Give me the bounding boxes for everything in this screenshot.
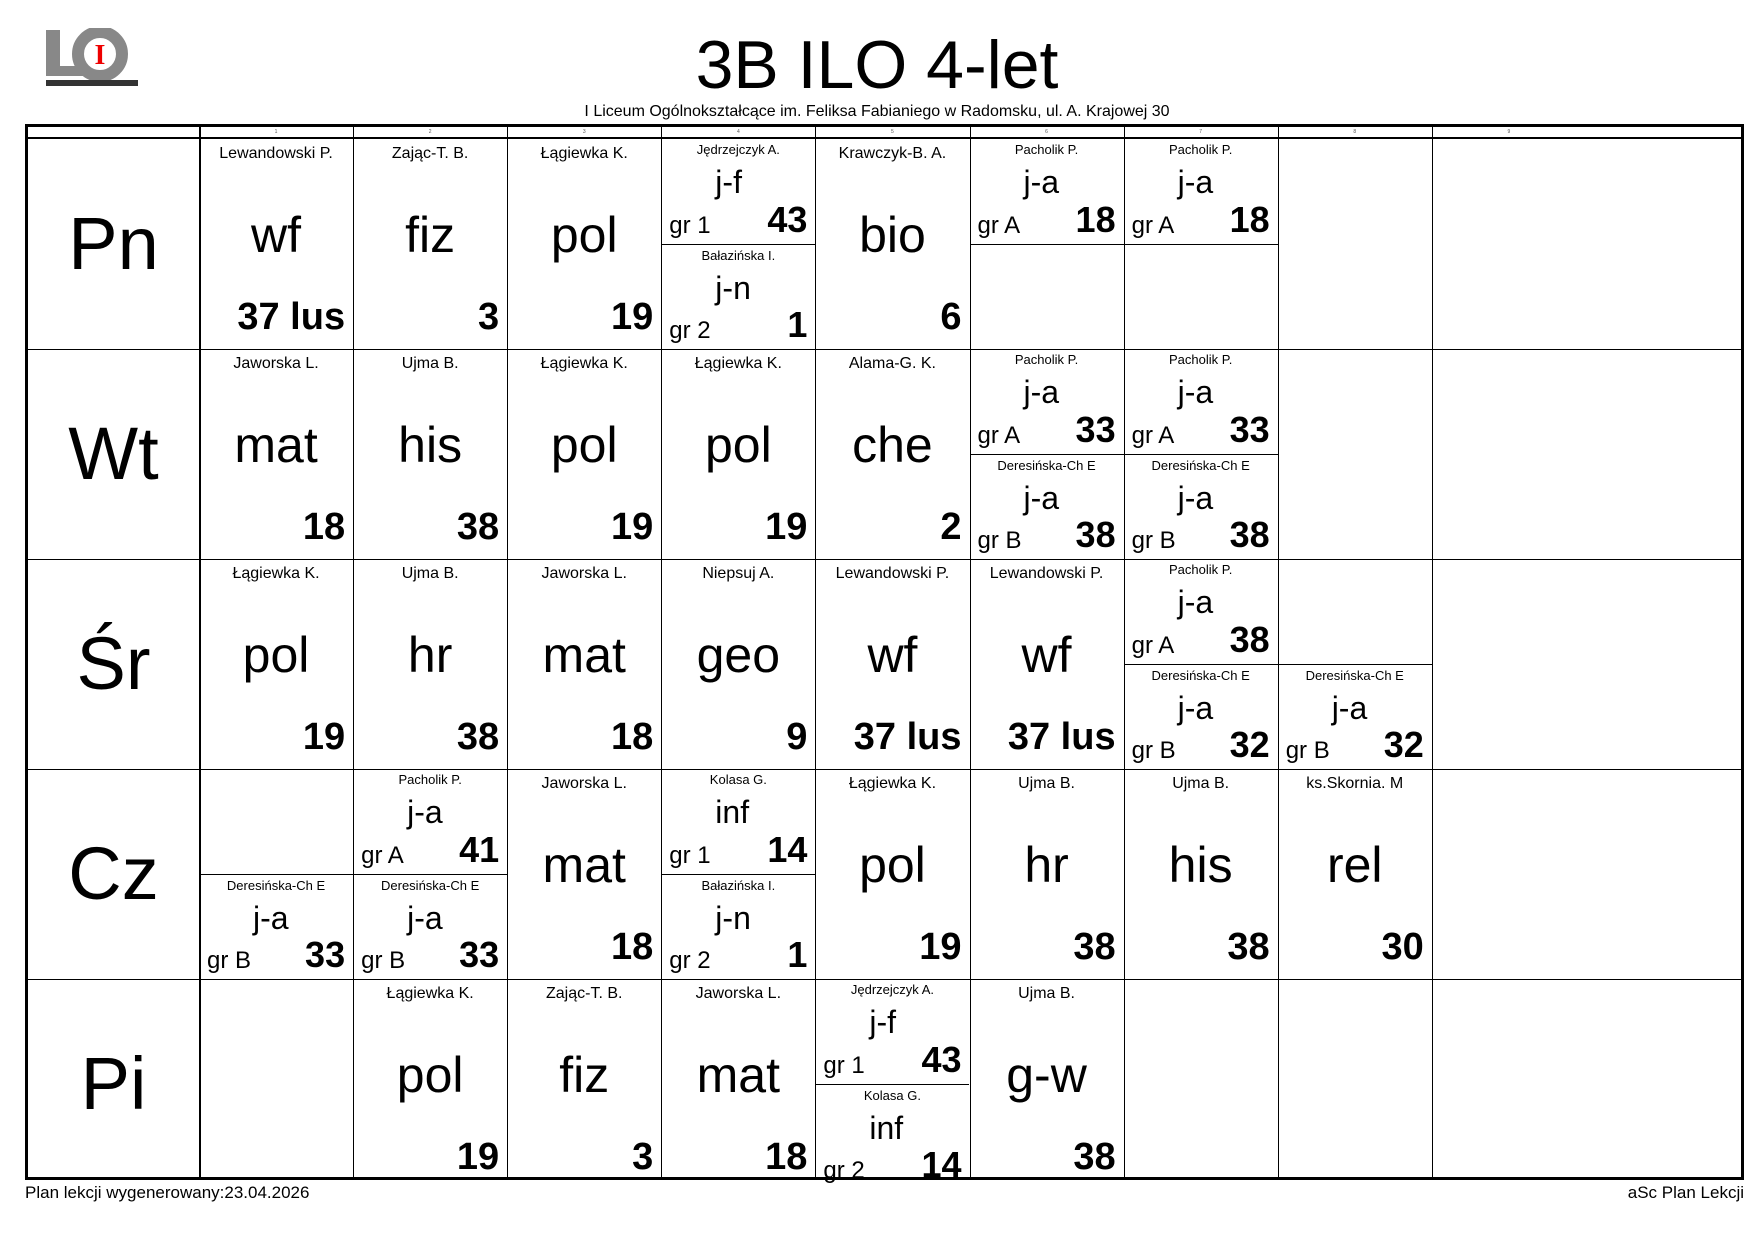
subject-code: j-f (715, 164, 742, 200)
period-number: 8 (1353, 129, 1357, 135)
group-label: gr B (1285, 737, 1330, 764)
teacher-name: Pacholik P. (1014, 352, 1079, 367)
teacher-name: Pacholik P. (1014, 142, 1079, 157)
room-number: 38 (1075, 514, 1116, 555)
group-label: gr 2 (669, 317, 711, 344)
lesson-cell[interactable] (661, 559, 815, 769)
teacher-name: Łągiewka K. (540, 145, 628, 162)
subject-code: rel (1326, 837, 1383, 893)
lesson-cell[interactable] (1124, 769, 1278, 979)
subject-code: j-a (407, 794, 443, 830)
teacher-name: Deresińska-Ch E (1305, 668, 1404, 683)
room-number: 19 (302, 716, 346, 758)
subject-code: wf (251, 207, 302, 263)
room-number: 19 (456, 1136, 500, 1178)
teacher-name: Niepsuj A. (702, 565, 775, 582)
room-number: 37 lus (237, 296, 346, 338)
room-number: 18 (1229, 199, 1270, 240)
subject-code: inf (715, 794, 750, 830)
group-lesson (1124, 244, 1278, 349)
group-label: gr 1 (669, 212, 711, 239)
room-number: 43 (767, 199, 808, 240)
lesson-cell[interactable] (353, 139, 507, 349)
subject-code: j-a (1177, 164, 1214, 200)
lesson-cell[interactable] (815, 139, 969, 349)
teacher-name: Kolasa G. (709, 772, 767, 787)
group-label: gr 1 (823, 1052, 865, 1079)
lesson-cell[interactable] (661, 349, 815, 559)
lesson-cell[interactable] (507, 139, 661, 349)
subject-code: che (852, 417, 933, 473)
subject-code: hr (1024, 837, 1069, 893)
room-number: 43 (921, 1039, 962, 1080)
teacher-name: Jędrzejczyk A. (850, 982, 934, 997)
subject-code: pol (704, 417, 772, 473)
teacher-name: Lewandowski P. (835, 565, 950, 582)
subject-code: j-a (1023, 374, 1060, 410)
lesson-cell[interactable] (507, 559, 661, 769)
group-lesson[interactable] (1124, 139, 1278, 244)
group-lesson (199, 769, 353, 874)
teacher-name: Łągiewka K. (694, 355, 782, 372)
room-number: 32 (1383, 724, 1424, 765)
subject-code: j-a (253, 900, 289, 936)
teacher-name: Deresińska-Ch E (1151, 458, 1250, 473)
room-number: 18 (302, 506, 346, 548)
room-number: 1 (787, 934, 808, 975)
lesson-cell[interactable] (970, 769, 1124, 979)
timetable-grid (25, 124, 1744, 1185)
teacher-name: Łągiewka K. (848, 775, 937, 792)
generated-date: Plan lekcji wygenerowany:23.04.2026 (25, 1183, 310, 1202)
period-number: 9 (1507, 129, 1511, 135)
room-number: 18 (611, 716, 654, 758)
subject-code: wf (867, 627, 918, 683)
day-label: Śr (76, 622, 151, 705)
room-number: 3 (632, 1136, 654, 1178)
lesson-cell[interactable] (970, 559, 1124, 769)
period-number: 2 (428, 129, 432, 135)
lesson-cell[interactable] (199, 559, 353, 769)
teacher-name: Łągiewka K. (232, 565, 320, 582)
lesson-cell[interactable] (970, 139, 1124, 349)
subject-code: pol (550, 417, 618, 473)
room-number: 38 (1229, 514, 1270, 555)
teacher-name: Deresińska-Ch E (997, 458, 1096, 473)
period-number: 6 (1045, 129, 1048, 135)
lesson-cell[interactable] (199, 349, 353, 559)
day-label: Cz (68, 832, 159, 915)
teacher-name: Pacholik P. (1168, 352, 1233, 367)
group-lesson[interactable] (815, 979, 969, 1084)
group-lesson[interactable] (1124, 559, 1278, 664)
room-number: 14 (921, 1144, 962, 1185)
room-number: 33 (1075, 409, 1116, 450)
subject-code: j-a (1331, 690, 1368, 726)
teacher-name: Ujma B. (401, 565, 459, 582)
teacher-name: Jaworska L. (233, 355, 319, 372)
room-number: 19 (611, 296, 654, 338)
teacher-name: Jędrzejczyk A. (696, 142, 780, 157)
subject-code: mat (696, 1047, 781, 1103)
subject-code: geo (696, 627, 781, 683)
room-number: 6 (940, 296, 962, 338)
subject-code: fiz (405, 207, 456, 263)
group-label: gr B (361, 947, 406, 974)
lesson-cell[interactable] (199, 769, 353, 979)
room-number: 9 (786, 716, 808, 758)
room-number: 3 (478, 296, 500, 338)
subject-code: j-a (1023, 164, 1060, 200)
group-lesson[interactable] (353, 874, 507, 979)
group-label: gr 1 (669, 842, 711, 869)
subject-code: bio (859, 207, 926, 263)
teacher-name: Jaworska L. (541, 565, 627, 582)
group-lesson[interactable] (970, 349, 1124, 454)
lesson-cell[interactable] (353, 349, 507, 559)
teacher-name: Jaworska L. (541, 775, 627, 792)
lesson-cell[interactable] (507, 979, 661, 1189)
teacher-name: Łągiewka K. (386, 985, 474, 1002)
subject-code: his (1168, 837, 1233, 893)
period-number: 7 (1199, 129, 1203, 135)
group-label: gr B (1131, 737, 1176, 764)
room-number: 38 (1073, 926, 1116, 968)
subject-code: pol (396, 1047, 464, 1103)
teacher-name: Zając-T. B. (546, 985, 623, 1002)
group-lesson[interactable] (661, 244, 815, 349)
group-lesson[interactable] (661, 874, 815, 979)
svg-text:I: I (94, 40, 106, 71)
group-lesson[interactable] (661, 769, 815, 874)
room-number: 38 (1227, 926, 1270, 968)
room-number: 2 (940, 506, 962, 548)
subject-code: j-a (407, 900, 443, 936)
teacher-name: Ujma B. (1018, 775, 1075, 792)
lesson-cell[interactable] (815, 349, 969, 559)
room-number: 37 lus (853, 716, 962, 758)
period-number: 3 (582, 129, 586, 135)
teacher-name: Ujma B. (1018, 985, 1075, 1002)
group-lesson[interactable] (1124, 454, 1278, 559)
group-lesson[interactable] (1124, 664, 1278, 769)
day-label: Wt (68, 412, 159, 495)
teacher-name: Pacholik P. (1168, 142, 1233, 157)
group-lesson (1278, 559, 1432, 664)
subject-code: mat (542, 627, 626, 683)
lesson-cell[interactable] (507, 349, 661, 559)
lesson-cell[interactable] (815, 979, 969, 1189)
period-column-divider (1432, 127, 1433, 1177)
group-lesson[interactable] (353, 769, 507, 874)
room-number: 38 (456, 716, 500, 758)
teacher-name: Zając-T. B. (391, 145, 469, 162)
group-label: gr A (977, 212, 1021, 239)
teacher-name: Pacholik P. (398, 772, 462, 787)
group-label: gr B (207, 947, 252, 974)
school-subtitle: I Liceum Ogólnokształcące im. Feliksa Fabianiego w Radomsku, ul. A. Krajowej 30 (584, 103, 1170, 120)
subject-code: mat (234, 417, 318, 473)
subject-code: pol (242, 627, 310, 683)
room-number: 33 (1229, 409, 1270, 450)
subject-code: j-a (1177, 480, 1214, 516)
subject-code: hr (407, 627, 453, 683)
period-number: 5 (891, 129, 894, 135)
day-label: Pn (68, 202, 159, 285)
subject-code: wf (1021, 627, 1072, 683)
group-lesson[interactable] (970, 139, 1124, 244)
teacher-name: Lewandowski P. (219, 145, 333, 162)
lesson-cell[interactable] (353, 769, 507, 979)
room-number: 18 (611, 926, 654, 968)
group-lesson[interactable] (815, 1084, 969, 1189)
room-number: 19 (919, 926, 962, 968)
teacher-name: Ujma B. (1172, 775, 1230, 792)
group-label: gr A (1131, 422, 1175, 449)
subject-code: j-a (1177, 374, 1214, 410)
subject-code: j-f (869, 1004, 897, 1040)
room-number: 38 (1229, 619, 1270, 660)
group-label: gr 2 (669, 947, 711, 974)
lesson-cell[interactable] (970, 349, 1124, 559)
software-credit: aSc Plan Lekcji (1627, 1183, 1744, 1202)
period-header (28, 127, 1741, 137)
room-number: 18 (1075, 199, 1116, 240)
teacher-name: Lewandowski P. (989, 565, 1104, 582)
group-lesson[interactable] (970, 454, 1124, 559)
group-lesson[interactable] (661, 139, 815, 244)
teacher-name: Bałazińska I. (701, 248, 776, 263)
lesson-cell[interactable] (1124, 349, 1278, 559)
subject-code: j-a (1177, 690, 1214, 726)
period-number: 1 (274, 129, 278, 135)
subject-code: pol (550, 207, 618, 263)
teacher-name: Bałazińska I. (701, 878, 776, 893)
lesson-cell[interactable] (661, 979, 815, 1189)
lesson-cell[interactable] (815, 769, 969, 979)
subject-code: j-a (1023, 480, 1060, 516)
room-number: 19 (611, 506, 654, 548)
group-lesson[interactable] (199, 874, 353, 979)
subject-code: inf (869, 1110, 904, 1146)
teacher-name: Kolasa G. (863, 1088, 921, 1103)
subject-code: fiz (559, 1047, 610, 1103)
teacher-name: Deresińska-Ch E (381, 878, 480, 893)
subject-code: pol (859, 837, 926, 893)
lesson-cell[interactable] (661, 769, 815, 979)
room-number: 18 (765, 1136, 808, 1178)
group-lesson[interactable] (1124, 349, 1278, 454)
lesson-cell[interactable] (970, 979, 1124, 1189)
room-number: 32 (1229, 724, 1270, 765)
group-lesson (970, 244, 1124, 349)
group-label: gr A (1131, 212, 1175, 239)
page-title: 3B ILO 4-let (695, 27, 1059, 103)
lesson-cell[interactable] (1278, 559, 1432, 769)
lesson-cell[interactable] (1124, 559, 1278, 769)
lesson-cell[interactable] (199, 139, 353, 349)
subject-code: j-a (1177, 584, 1214, 620)
lesson-cell[interactable] (661, 139, 815, 349)
group-label: gr B (1131, 527, 1176, 554)
lesson-cell[interactable] (1278, 769, 1432, 979)
group-label: gr A (1131, 632, 1175, 659)
room-number: 30 (1381, 926, 1424, 968)
room-number: 1 (787, 304, 808, 345)
lesson-cell[interactable] (353, 979, 507, 1189)
room-number: 33 (459, 934, 500, 975)
lesson-cell[interactable] (1124, 139, 1278, 349)
room-number: 38 (1073, 1136, 1116, 1178)
teacher-name: Łągiewka K. (540, 355, 628, 372)
period-number: 4 (736, 129, 740, 135)
teacher-name: ks.Skornia. M (1306, 775, 1404, 792)
teacher-name: Deresińska-Ch E (226, 878, 326, 893)
subject-code: j-n (715, 900, 751, 936)
day-label: Pi (80, 1042, 147, 1125)
teacher-name: Pacholik P. (1168, 562, 1233, 577)
lesson-cell[interactable] (507, 769, 661, 979)
lesson-cell[interactable] (353, 559, 507, 769)
teacher-name: Krawczyk-B. A. (838, 145, 947, 162)
teacher-name: Deresińska-Ch E (1151, 668, 1250, 683)
room-number: 37 lus (1007, 716, 1116, 758)
teacher-name: Alama-G. K. (848, 355, 936, 372)
room-number: 41 (459, 829, 500, 870)
subject-code: mat (542, 837, 626, 893)
group-lesson[interactable] (1278, 664, 1432, 769)
subject-code: g-w (1006, 1047, 1087, 1103)
room-number: 33 (305, 934, 346, 975)
subject-code: his (398, 417, 463, 473)
group-label: gr A (977, 422, 1021, 449)
room-number: 38 (456, 506, 500, 548)
subject-code: j-n (715, 270, 751, 306)
room-number: 14 (767, 829, 808, 870)
group-label: gr A (361, 842, 404, 869)
room-number: 19 (765, 506, 808, 548)
group-label: gr 2 (823, 1157, 865, 1184)
teacher-name: Ujma B. (401, 355, 459, 372)
teacher-name: Jaworska L. (695, 985, 782, 1002)
lesson-cell[interactable] (815, 559, 969, 769)
group-label: gr B (977, 527, 1022, 554)
